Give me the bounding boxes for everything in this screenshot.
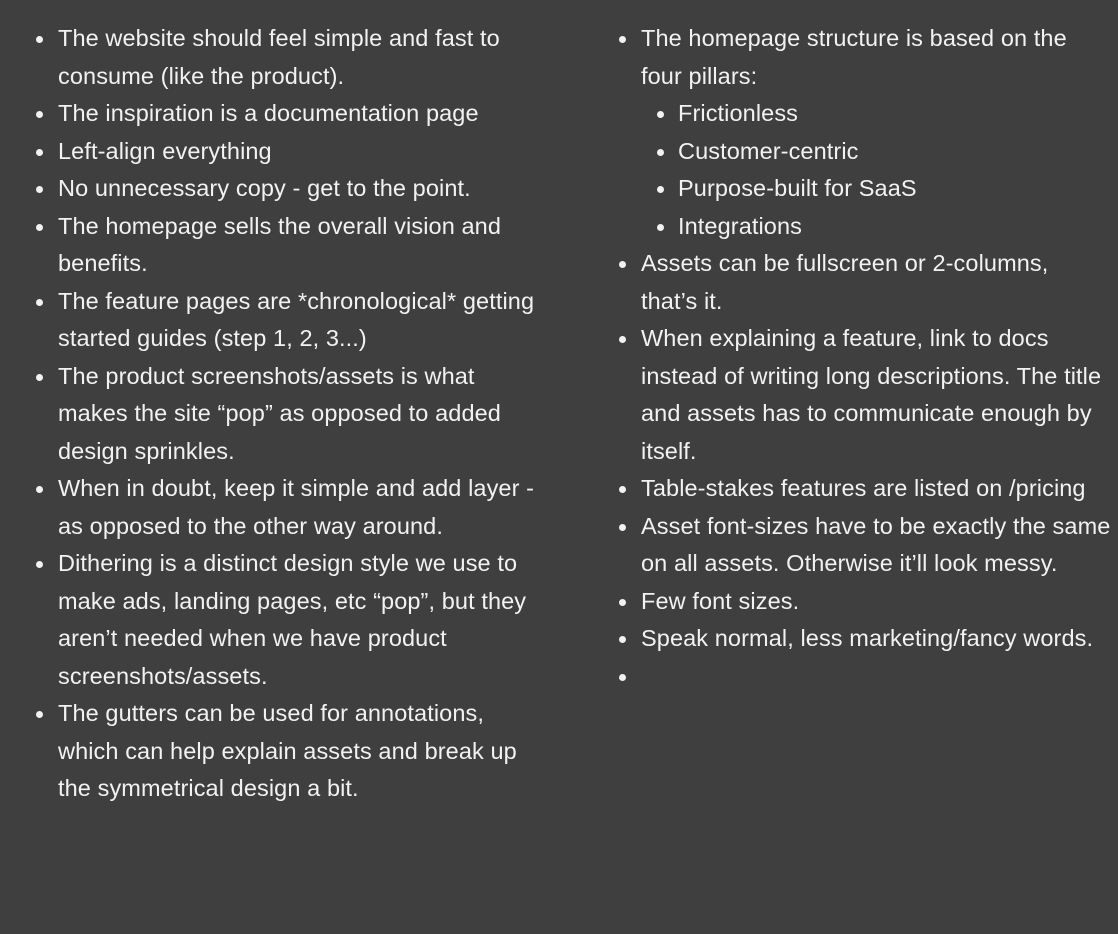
- list-item: The inspiration is a documentation page: [58, 95, 548, 133]
- list-item: Asset font-sizes have to be exactly the same on all assets. Otherwise it’ll look messy.: [641, 508, 1111, 583]
- list-item: The feature pages are *chronological* getting started guides (step 1, 2, 3...): [58, 283, 548, 358]
- pillar-item: Integrations: [678, 208, 1111, 246]
- left-bullet-list: [58, 20, 548, 808]
- list-item-pillars: [641, 20, 1111, 245]
- right-bullet-list: [641, 20, 1111, 695]
- list-item: Dithering is a distinct design style we use to make ads, landing pages, etc “pop”, but they aren’t needed when we have product screenshots/assets.: [58, 545, 548, 695]
- list-item: When explaining a feature, link to docs instead of writing long descriptions. The title and assets has to communicate enough by itself.: [641, 320, 1111, 470]
- right-column: [641, 20, 1111, 695]
- list-item: Assets can be fullscreen or 2-columns, that’s it.: [641, 245, 1111, 320]
- list-item: Few font sizes.: [641, 583, 1111, 621]
- pillars-sublist: [678, 95, 1111, 245]
- pillar-item: Purpose-built for SaaS: [678, 170, 1111, 208]
- list-item: The product screenshots/assets is what makes the site “pop” as opposed to added design sprinkles.: [58, 358, 548, 471]
- list-item: The website should feel simple and fast to consume (like the product).: [58, 20, 548, 95]
- list-item: No unnecessary copy - get to the point.: [58, 170, 548, 208]
- list-item-empty[interactable]: [641, 658, 1111, 696]
- pillars-intro-text: The homepage structure is based on the four pillars:: [641, 25, 1067, 89]
- list-item: The homepage sells the overall vision and benefits.: [58, 208, 548, 283]
- left-column: [58, 20, 548, 808]
- pillar-item: Customer-centric: [678, 133, 1111, 171]
- pillar-item: Frictionless: [678, 95, 1111, 133]
- list-item: Speak normal, less marketing/fancy words.: [641, 620, 1111, 658]
- list-item: When in doubt, keep it simple and add layer - as opposed to the other way around.: [58, 470, 548, 545]
- list-item: Left-align everything: [58, 133, 548, 171]
- list-item: Table-stakes features are listed on /pricing: [641, 470, 1111, 508]
- list-item: The gutters can be used for annotations, which can help explain assets and break up the symmetrical design a bit.: [58, 695, 548, 808]
